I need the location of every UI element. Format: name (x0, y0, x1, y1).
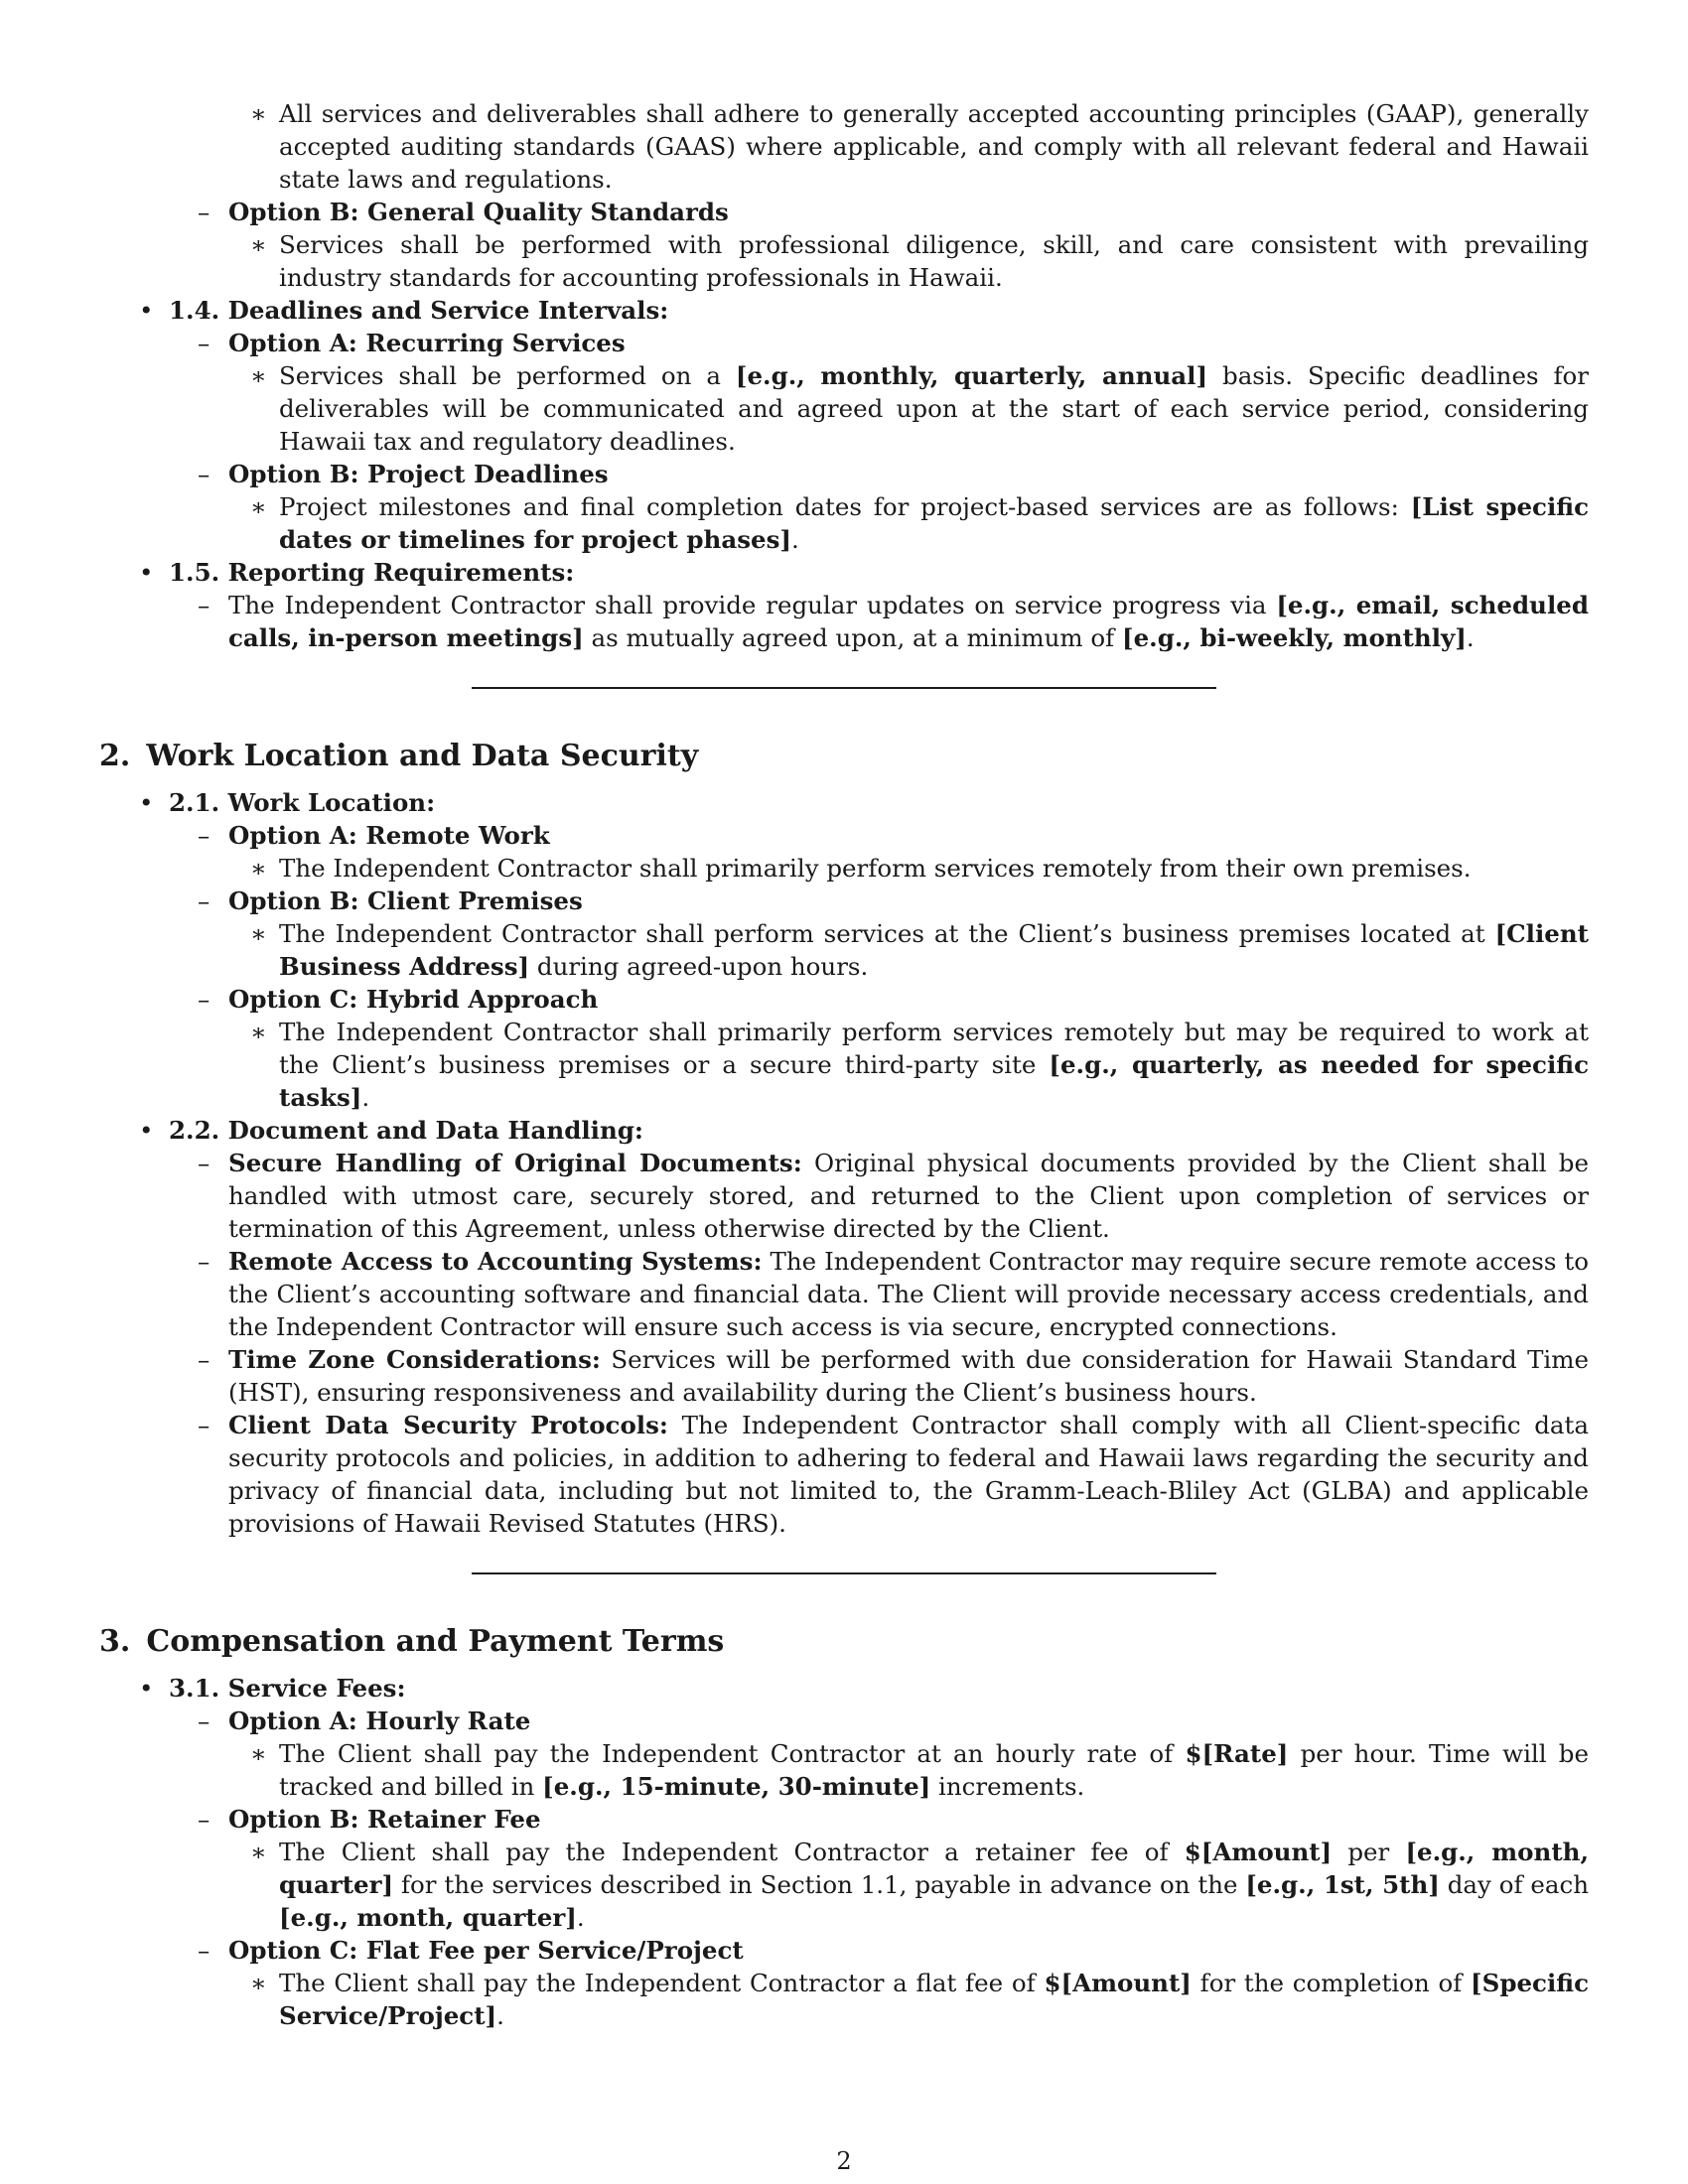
option-title: Option A: Remote Work (228, 821, 550, 850)
star-marker: ∗ (250, 1969, 267, 1997)
list-item (99, 359, 1589, 458)
gaap-text: All services and deliverables shall adhere to generally accepted accounting principles (GAAP), generally accepted auditing standards (GAAS) where applicable, and comply with all relevant federal and Hawaii state laws and regulations. (279, 99, 1589, 194)
list-item (99, 1245, 1589, 1343)
option-title: Option A: Recurring Services (228, 329, 626, 357)
option-title: Option B: Project Deadlines (228, 460, 609, 488)
list-item (99, 1147, 1589, 1245)
option-text: . (496, 2001, 504, 2030)
placeholder-text: [e.g., 15-minute, 30-minute] (542, 1772, 931, 1801)
option-text: . (361, 1083, 370, 1112)
list-item (99, 228, 1589, 294)
subsection-title: 3.1. Service Fees: (169, 1674, 406, 1703)
bullet-marker: • (139, 1674, 154, 1703)
star-marker: ∗ (250, 1739, 267, 1768)
option-title: Option B: Retainer Fee (228, 1805, 541, 1834)
option-text: Project milestones and final completion dates for project-based services are as follows: (279, 492, 1411, 521)
option-title: Option B: Client Premises (228, 887, 583, 915)
placeholder-text: [e.g., bi-weekly, monthly] (1122, 623, 1467, 652)
dash-marker: – (198, 887, 211, 915)
dash-marker: – (198, 198, 211, 226)
option-text: day of each (1439, 1870, 1589, 1899)
item-title: Secure Handling of Original Documents: (228, 1149, 802, 1177)
subsection-heading (99, 556, 1589, 589)
placeholder-text: $[Amount] (1184, 1838, 1333, 1866)
option-text: The Independent Contractor shall primarily perform services remotely from their own premises. (279, 854, 1472, 883)
list-item (99, 852, 1589, 885)
section-divider (472, 1572, 1216, 1574)
section-number: 3. (99, 1624, 131, 1659)
option-title: Option A: Hourly Rate (228, 1706, 531, 1735)
dash-marker: – (198, 1411, 211, 1439)
section-heading (99, 1622, 1589, 1662)
dash-marker: – (198, 1345, 211, 1374)
list-item (99, 917, 1589, 983)
option-text: basis. Specific deadlines for deliverables will be communicated and agreed upon at the start of each service period, considering Hawaii tax and regulatory deadlines. (279, 361, 1589, 456)
option-text: The Independent Contractor shall primarily perform services remotely but may be required to work at the Client’s business premises or a secure third-party site (279, 1018, 1589, 1079)
list-item (99, 1737, 1589, 1803)
star-marker: ∗ (250, 854, 267, 883)
item-text: as mutually agreed upon, at a minimum of (583, 623, 1122, 652)
option-text: for the completion of (1191, 1969, 1472, 1997)
bullet-marker: • (139, 788, 154, 817)
placeholder-text: [e.g., quarterly, as needed for specific tasks] (279, 1050, 1589, 1112)
option-text: for the services described in Section 1.1, payable in advance on the (393, 1870, 1246, 1899)
list-item (99, 589, 1589, 654)
option-text: The Independent Contractor shall perform services at the Client’s business premises located at (279, 919, 1495, 948)
list-item (99, 1705, 1589, 1737)
item-text: . (1466, 623, 1475, 652)
list-item (99, 490, 1589, 556)
dash-marker: – (198, 1706, 211, 1735)
item-title: Client Data Security Protocols: (228, 1411, 668, 1439)
option-text: . (790, 525, 799, 554)
placeholder-text: $[Rate] (1185, 1739, 1289, 1768)
placeholder-text: [e.g., monthly, quarterly, annual] (735, 361, 1208, 390)
list-item (99, 1803, 1589, 1836)
item-text: The Independent Contractor shall comply with all Client-specific data security protocols and policies, in addition to adhering to federal and Hawaii laws regarding the security and privacy of financial data, including but not limited to, the Gramm-Leach-Bliley Act (GLBA) and applicable provisions of Hawaii Revised Statutes (HRS). (228, 1411, 1589, 1538)
bullet-marker: • (139, 296, 154, 325)
option-text: Services shall be performed on a (279, 361, 736, 390)
option-text: The Client shall pay the Independent Contractor at an hourly rate of (279, 1739, 1186, 1768)
item-title: Time Zone Considerations: (228, 1345, 601, 1374)
item-text: Services will be performed with due consideration for Hawaii Standard Time (HST), ensuring responsiveness and availability during the Client’s business hours. (228, 1345, 1589, 1407)
dash-marker: – (198, 329, 211, 357)
list-item (99, 1409, 1589, 1540)
list-item (99, 327, 1589, 359)
option-text: The Client shall pay the Independent Contractor a flat fee of (279, 1969, 1045, 1997)
option-text: . (576, 1903, 585, 1932)
star-marker: ∗ (250, 492, 267, 521)
placeholder-text: [e.g., month, quarter] (279, 1838, 1589, 1899)
bullet-marker: • (139, 1116, 154, 1145)
placeholder-text: [List specific dates or timelines for project phases] (279, 492, 1589, 554)
section-title: Work Location and Data Security (146, 739, 699, 773)
subsection-heading (99, 294, 1589, 327)
list-item (99, 1836, 1589, 1934)
subsection-title: 2.2. Document and Data Handling: (169, 1116, 643, 1145)
star-marker: ∗ (250, 230, 267, 259)
option-text: per (1332, 1838, 1406, 1866)
subsection-heading (99, 786, 1589, 819)
dash-marker: – (198, 821, 211, 850)
list-item (99, 1934, 1589, 1967)
section-divider (472, 687, 1216, 689)
section-title: Compensation and Payment Terms (146, 1624, 725, 1659)
star-marker: ∗ (250, 919, 267, 948)
item-title: Remote Access to Accounting Systems: (228, 1247, 763, 1276)
list-item (99, 97, 1589, 196)
bullet-marker: • (139, 558, 154, 587)
option-title: Option B: General Quality Standards (228, 198, 729, 226)
placeholder-text: [e.g., month, quarter] (279, 1903, 577, 1932)
dash-marker: – (198, 1805, 211, 1834)
star-marker: ∗ (250, 1838, 267, 1866)
dash-marker: – (198, 591, 211, 619)
option-text: Services shall be performed with professional diligence, skill, and care consistent with prevailing industry standards for accounting professionals in Hawaii. (279, 230, 1589, 292)
placeholder-text: [Specific Service/Project] (279, 1969, 1590, 2030)
option-title: Option C: Flat Fee per Service/Project (228, 1936, 744, 1965)
star-marker: ∗ (250, 361, 267, 390)
option-text: increments. (930, 1772, 1085, 1801)
list-item (99, 196, 1589, 228)
star-marker: ∗ (250, 99, 267, 128)
option-title: Option C: Hybrid Approach (228, 985, 599, 1014)
subsection-heading (99, 1114, 1589, 1147)
option-text: The Client shall pay the Independent Contractor a retainer fee of (279, 1838, 1185, 1866)
section-number: 2. (99, 739, 131, 773)
dash-marker: – (198, 985, 211, 1014)
list-item (99, 1967, 1589, 2032)
dash-marker: – (198, 460, 211, 488)
placeholder-text: [e.g., email, scheduled calls, in-person meetings] (228, 591, 1589, 652)
list-item (99, 458, 1589, 490)
subsection-title: 1.5. Reporting Requirements: (169, 558, 575, 587)
placeholder-text: [Client Business Address] (279, 919, 1589, 981)
page-number: 2 (836, 2147, 852, 2175)
star-marker: ∗ (250, 1018, 267, 1046)
list-item (99, 885, 1589, 917)
page-content (99, 97, 1589, 2032)
section-heading (99, 737, 1589, 776)
option-text: per hour. Time will be tracked and billed in (279, 1739, 1589, 1801)
placeholder-text: $[Amount] (1044, 1969, 1192, 1997)
list-item (99, 1016, 1589, 1114)
list-item (99, 819, 1589, 852)
dash-marker: – (198, 1247, 211, 1276)
dash-marker: – (198, 1936, 211, 1965)
item-text: Original physical documents provided by the Client shall be handled with utmost care, securely stored, and returned to the Client upon completion of services or termination of this Agreement, unless otherwise directed by the Client. (228, 1149, 1589, 1243)
subsection-title: 2.1. Work Location: (169, 788, 436, 817)
list-item (99, 1343, 1589, 1409)
item-text: The Independent Contractor shall provide regular updates on service progress via (228, 591, 1277, 619)
option-text: during agreed-upon hours. (529, 952, 869, 981)
dash-marker: – (198, 1149, 211, 1177)
subsection-title: 1.4. Deadlines and Service Intervals: (169, 296, 669, 325)
placeholder-text: [e.g., 1st, 5th] (1245, 1870, 1440, 1899)
list-item (99, 983, 1589, 1016)
item-text: The Independent Contractor may require secure remote access to the Client’s accounting software and financial data. The Client will provide necessary access credentials, and the Independent Contractor will ensure such access is via secure, encrypted connections. (228, 1247, 1589, 1341)
subsection-heading (99, 1672, 1589, 1705)
